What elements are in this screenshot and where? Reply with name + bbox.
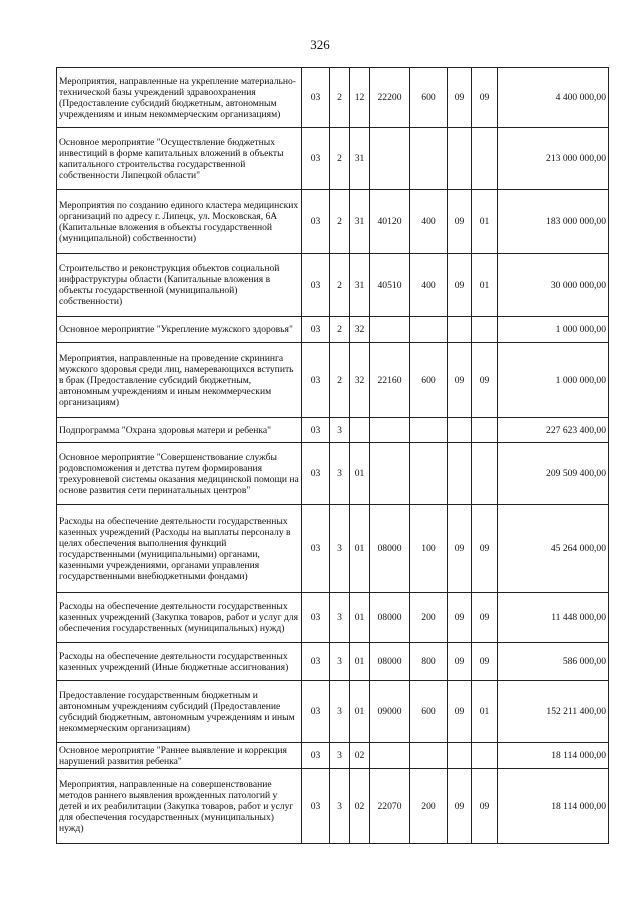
- code-section: 09: [448, 593, 472, 643]
- code-subsection: 09: [472, 505, 498, 593]
- table-row: [57, 769, 609, 844]
- code-expense-type: [410, 418, 448, 443]
- amount: 30 000 000,00: [498, 254, 609, 317]
- code-main-event: 31: [350, 128, 370, 190]
- code-section: 09: [448, 643, 472, 681]
- code-subsection: 09: [472, 643, 498, 681]
- code-direction: [370, 743, 410, 769]
- table-row: [57, 128, 609, 190]
- code-subprogram: 3: [330, 443, 350, 505]
- code-section: 09: [448, 681, 472, 743]
- code-direction: 40120: [370, 190, 410, 254]
- code-program: 03: [302, 505, 330, 593]
- code-expense-type: [410, 443, 448, 505]
- row-name: Основное мероприятие "Осуществление бюджетных инвестиций в форме капитальных вложений в объекты капитального строительства государственной собственности Липецкой области": [57, 128, 302, 190]
- table-row: [57, 681, 609, 743]
- code-subsection: [472, 418, 498, 443]
- code-subsection: [472, 128, 498, 190]
- table-row: [57, 254, 609, 317]
- row-name: Расходы на обеспечение деятельности государственных казенных учреждений (Расходы на выплаты персоналу в целях обеспечения выполнения функций государственными (муниципальными) органами, казенными учреждениями, органами управления государственными внебюджетными фондами): [57, 505, 302, 593]
- row-name: Основное мероприятие "Раннее выявление и коррекция нарушений развития ребенка": [57, 743, 302, 769]
- amount: 45 264 000,00: [498, 505, 609, 593]
- budget-table: [56, 67, 609, 844]
- code-expense-type: 200: [410, 593, 448, 643]
- table-row: [57, 593, 609, 643]
- code-main-event: 31: [350, 190, 370, 254]
- code-expense-type: [410, 743, 448, 769]
- code-subprogram: 2: [330, 343, 350, 418]
- code-program: 03: [302, 593, 330, 643]
- code-expense-type: [410, 128, 448, 190]
- row-name: Основное мероприятие "Совершенствование службы родовспоможения и детства путем формирования трехуровневой системы оказания медицинской помощи на основе развития сети перинатальных центров": [57, 443, 302, 505]
- code-subprogram: 2: [330, 128, 350, 190]
- code-main-event: 01: [350, 643, 370, 681]
- row-name: Мероприятия по созданию единого кластера медицинских организаций по адресу г. Липецк, ул. Московская, 6А (Капитальные вложения в объекты государственной (муниципальной) собственности): [57, 190, 302, 254]
- code-subprogram: 2: [330, 190, 350, 254]
- amount: 227 623 400,00: [498, 418, 609, 443]
- code-expense-type: 400: [410, 190, 448, 254]
- code-main-event: 01: [350, 443, 370, 505]
- amount: 18 114 000,00: [498, 743, 609, 769]
- code-section: 09: [448, 505, 472, 593]
- code-direction: 22070: [370, 769, 410, 844]
- amount: 152 211 400,00: [498, 681, 609, 743]
- code-subsection: [472, 443, 498, 505]
- code-main-event: 31: [350, 254, 370, 317]
- row-name: Мероприятия, направленные на совершенствование методов раннего выявления врожденных патологий у детей и их реабилитации (Закупка товаров, работ и услуг для обеспечения государственных (муниципальных) нужд): [57, 769, 302, 844]
- code-subprogram: 3: [330, 505, 350, 593]
- code-main-event: 02: [350, 769, 370, 844]
- code-main-event: 01: [350, 505, 370, 593]
- code-section: 09: [448, 343, 472, 418]
- code-section: [448, 743, 472, 769]
- code-subprogram: 3: [330, 418, 350, 443]
- amount: 183 000 000,00: [498, 190, 609, 254]
- code-direction: [370, 443, 410, 505]
- code-expense-type: 400: [410, 254, 448, 317]
- code-direction: [370, 418, 410, 443]
- row-name: Мероприятия, направленные на проведение скрининга мужского здоровья среди лиц, намеревающихся вступить в брак (Предоставление субсидий бюджетным, автономным учреждениям и иным некоммерческим организациям): [57, 343, 302, 418]
- row-name: Строительство и реконструкция объектов социальной инфраструктуры области (Капитальные вложения в объекты государственной (муниципальной) собственности): [57, 254, 302, 317]
- code-program: 03: [302, 643, 330, 681]
- code-subprogram: 3: [330, 593, 350, 643]
- page-number: 326: [310, 37, 330, 52]
- code-main-event: 01: [350, 681, 370, 743]
- code-direction: [370, 128, 410, 190]
- code-expense-type: 800: [410, 643, 448, 681]
- code-section: 09: [448, 769, 472, 844]
- amount: 213 000 000,00: [498, 128, 609, 190]
- amount: 18 114 000,00: [498, 769, 609, 844]
- code-section: 09: [448, 254, 472, 317]
- table-row: [57, 190, 609, 254]
- code-expense-type: [410, 317, 448, 343]
- code-program: 03: [302, 343, 330, 418]
- row-name: Мероприятия, направленные на укрепление материально-технической базы учреждений здравоохранения (Предоставление субсидий бюджетным, автономным учреждениям и иным некоммерческим организациям): [57, 68, 302, 128]
- row-name: Подпрограмма "Охрана здоровья матери и ребенка": [57, 418, 302, 443]
- code-main-event: [350, 418, 370, 443]
- code-program: 03: [302, 743, 330, 769]
- code-program: 03: [302, 128, 330, 190]
- code-subsection: 01: [472, 681, 498, 743]
- code-subprogram: 2: [330, 254, 350, 317]
- code-subsection: 09: [472, 769, 498, 844]
- code-main-event: 32: [350, 343, 370, 418]
- row-name: Основное мероприятие "Укрепление мужского здоровья": [57, 317, 302, 343]
- code-expense-type: 600: [410, 68, 448, 128]
- code-direction: 08000: [370, 505, 410, 593]
- code-section: [448, 443, 472, 505]
- table-row: [57, 443, 609, 505]
- amount: 209 509 400,00: [498, 443, 609, 505]
- code-direction: 08000: [370, 593, 410, 643]
- code-program: 03: [302, 254, 330, 317]
- code-expense-type: 600: [410, 681, 448, 743]
- code-program: 03: [302, 418, 330, 443]
- code-subsection: 01: [472, 190, 498, 254]
- table-row: [57, 343, 609, 418]
- code-expense-type: 600: [410, 343, 448, 418]
- amount: 4 400 000,00: [498, 68, 609, 128]
- code-direction: [370, 317, 410, 343]
- code-subprogram: 3: [330, 681, 350, 743]
- code-direction: 40510: [370, 254, 410, 317]
- code-subsection: 09: [472, 343, 498, 418]
- code-program: 03: [302, 190, 330, 254]
- code-direction: 09000: [370, 681, 410, 743]
- table-row: [57, 68, 609, 128]
- code-subprogram: 3: [330, 743, 350, 769]
- code-section: 09: [448, 190, 472, 254]
- code-direction: 08000: [370, 643, 410, 681]
- code-direction: 22160: [370, 343, 410, 418]
- table-row: [57, 505, 609, 593]
- code-main-event: 32: [350, 317, 370, 343]
- code-program: 03: [302, 68, 330, 128]
- amount: 586 000,00: [498, 643, 609, 681]
- code-subsection: 01: [472, 254, 498, 317]
- code-section: [448, 128, 472, 190]
- row-name: Предоставление государственным бюджетным и автономным учреждениям субсидий (Предоставление субсидий бюджетным, автономным учреждениям и иным некоммерческим организациям): [57, 681, 302, 743]
- code-main-event: 12: [350, 68, 370, 128]
- table-row: [57, 317, 609, 343]
- code-expense-type: 100: [410, 505, 448, 593]
- code-section: [448, 418, 472, 443]
- code-program: 03: [302, 769, 330, 844]
- row-name: Расходы на обеспечение деятельности государственных казенных учреждений (Иные бюджетные ассигнования): [57, 643, 302, 681]
- code-subprogram: 2: [330, 317, 350, 343]
- table-row: [57, 418, 609, 443]
- code-program: 03: [302, 681, 330, 743]
- row-name: Расходы на обеспечение деятельности государственных казенных учреждений (Закупка товаров, работ и услуг для обеспечения государственных (муниципальных) нужд): [57, 593, 302, 643]
- code-direction: 22200: [370, 68, 410, 128]
- code-program: 03: [302, 443, 330, 505]
- code-main-event: 02: [350, 743, 370, 769]
- amount: 1 000 000,00: [498, 343, 609, 418]
- table-row: [57, 743, 609, 769]
- table-row: [57, 643, 609, 681]
- code-subsection: [472, 317, 498, 343]
- code-subsection: [472, 743, 498, 769]
- code-section: 09: [448, 68, 472, 128]
- code-main-event: 01: [350, 593, 370, 643]
- code-section: [448, 317, 472, 343]
- code-subprogram: 2: [330, 68, 350, 128]
- code-program: 03: [302, 317, 330, 343]
- code-subsection: 09: [472, 593, 498, 643]
- code-subsection: 09: [472, 68, 498, 128]
- amount: 1 000 000,00: [498, 317, 609, 343]
- code-subprogram: 3: [330, 769, 350, 844]
- amount: 11 448 000,00: [498, 593, 609, 643]
- code-expense-type: 200: [410, 769, 448, 844]
- code-subprogram: 3: [330, 643, 350, 681]
